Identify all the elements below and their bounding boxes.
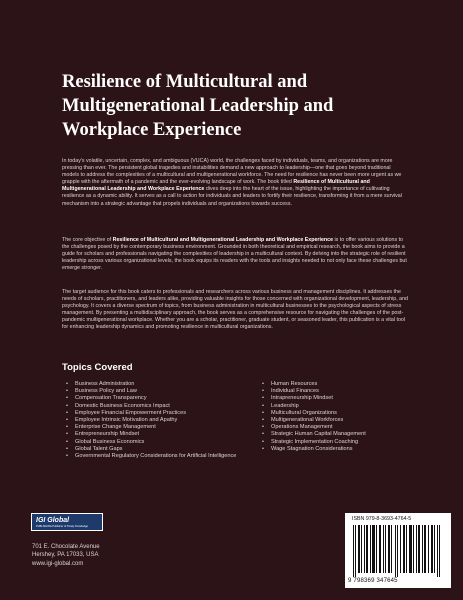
p1-text-end: dives deep into the heart of the issue, highlighting the importance of cultivating resilience as a dynamic ability. It serves as a call to action for individuals and leaders to fortify their resilience, transforming it from a mere survival mechanism into a strategic advantage that propels individuals and organizations towards success. [62,186,402,207]
description-paragraph-3: The target audience for this book caters to professionals and researchers across various business and management disciplines. It addresses the needs of scholars, practitioners, and leaders alike, providing valuable insights for those concerned with organizational development, leadership, and psychology. It covers a diverse spectrum of topics, from business administration in multicultural businesses to the psychological aspects of stress management. By presenting a multidisciplinary approach, the book serves as a comprehensive resource for navigating the challenges of the post-pandemic multigenerational workplace. Whether you are a scholar, practitioner, graduate student, or seasoned leader, this publication is a vital tool for enhancing leadership dynamics and promoting resilience in multicultural organizations. [62,289,408,331]
topic-item: • Entrepreneurship Mindset [66,431,246,438]
topic-item: • Operations Management [262,424,432,431]
topic-item: • Strategic Human Capital Management [262,431,432,438]
topic-item: • Multicultural Organizations [262,410,432,417]
address-city: Hershey, PA 17033, USA [32,552,99,559]
topic-item: • Global Business Economics [66,439,246,446]
publisher-logo [31,513,103,531]
topic-item: • Strategic Implementation Coaching [262,439,432,446]
topic-item: • Leadership [262,403,432,410]
isbn-label: ISBN 979-8-3693-4764-5 [352,516,412,522]
topic-item: • Employee Intrinsic Motivation and Apathy [66,417,246,424]
topic-item: • Governmental Regulatory Considerations for Artificial Intelligence [66,453,246,460]
logo-name: IGI Global [36,516,70,524]
topic-item: • Business Policy and Law [66,388,246,395]
p2-text-end: is to offer various solutions to the challenges posed by the contemporary business environment. Grounded in both theoretical and empirical research, the book aims to provide a guide for scholars and professionals navigating the complexities of leadership in a multicultural context. By delving into the strategic role of resilient leadership across various organizational levels, the book equips its readers with the tools and insights needed to not only face these challenges but emerge stronger. [62,237,407,272]
topic-item: • Compensation Transparency [66,395,246,402]
address-street: 701 E. Chocolate Avenue [32,544,100,550]
p2-bold-title: Resilience of Multicultural and Multigenerational Leadership and Workplace Experience [112,237,334,243]
description-paragraph-1 [62,158,408,208]
description-paragraph-2 [62,237,408,272]
barcode-number: 9 798369 347645 [348,578,398,584]
isbn-barcode [345,513,451,588]
book-title: Resilience of Multicultural and Multigenerational Leadership and Workplace Experience [62,72,334,140]
barcode-bars [353,525,443,577]
topic-item: • Domestic Business Economics Impact [66,403,246,410]
topic-item: • Human Resources [262,381,432,388]
publisher-website: www.igi-global.com [32,560,84,567]
topic-item: • Multigenerational Workforces [262,417,432,424]
p2-text-start: The core objective of [62,237,113,243]
topic-item: • Intrapreneurship Mindset [262,395,432,402]
publisher-address [32,543,100,568]
topic-item: • Global Talent Gaps [66,446,246,453]
logo-tagline: PUBLISHING Publisher of Timely Knowledge [36,524,88,528]
topic-item: • Individual Finances [262,388,432,395]
p1-bold-title: Resilience of Multicultural and Multigenerational Leadership and Workplace Experience [62,179,370,193]
topics-list-left [66,381,246,460]
topics-heading: Topics Covered [62,362,133,373]
topics-list-right [262,381,432,453]
topic-item: • Employee Financial Empowerment Practices [66,410,246,417]
topic-item: • Business Administration [66,381,246,388]
p1-text-start: In today's volatile, uncertain, complex, and ambiguous (VUCA) world, the challenges faced by individuals, teams, and organizations are more pressing than ever. The persistent global tragedies and instabilities demand a new approach to leadership—one that goes beyond traditional models to address the complexities of a multicultural and multigenerational workforce. The need for resilience has never been more urgent as we grapple with the aftermath of a pandemic and the ever-evolving landscape of work. The book titled [62,158,402,186]
topic-item: • Wage Stagnation Considerations [262,446,432,453]
topic-item: • Enterprise Change Management [66,424,246,431]
